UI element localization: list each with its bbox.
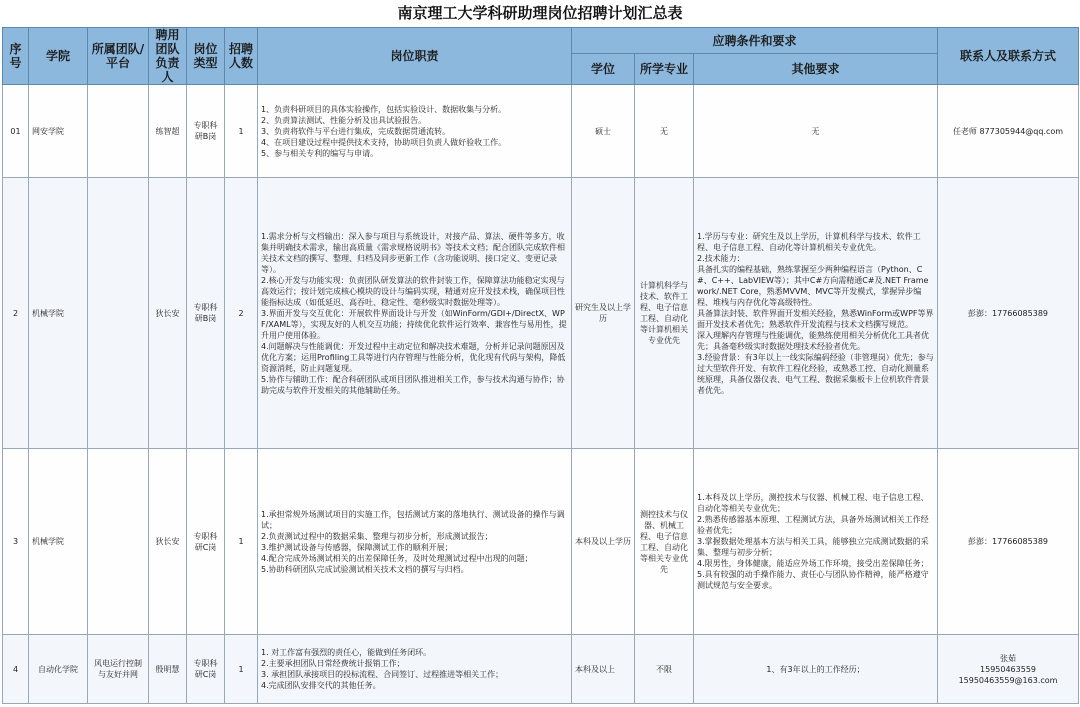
row-contact [938, 178, 1079, 449]
header-other: 其他要求 [694, 54, 938, 85]
duty-line: 1、负责科研项目的具体实验操作，包括实验设计、数据收集与分析。 [261, 104, 507, 114]
duty-line: 1.需求分析与文档输出：深入参与项目与系统设计，对接产品、算法、硬件等多方，收集并明确技术需求，输出高质量《需求规格说明书》等技术文档；配合团队完成软件相关技术文档的撰写、整理、归档及同步更新工作（含功能说明、接口定义、变更记录等）。 [261, 231, 565, 274]
row-index: 3 [3, 449, 29, 635]
row-count: 1 [225, 449, 258, 635]
row-post-type: 专职科研B岗 [187, 178, 225, 449]
table-row [3, 635, 1079, 704]
row-other [694, 635, 938, 704]
row-other [694, 85, 938, 178]
duty-line: 2、负责算法测试、性能分析及出具试验报告。 [261, 115, 427, 125]
duty-line: 3. 承担团队承接项目的投标流程、合同签订、过程推进等相关工作； [261, 670, 504, 679]
header-post-type: 岗位类型 [187, 28, 225, 85]
requirement-line: 1.学历与专业：研究生及以上学历，计算机科学与技术、软件工程、电子信息工程、自动化等计算机相关专业优先。 [697, 231, 921, 252]
row-degree: 研究生及以上学历 [572, 178, 635, 449]
row-college: 自动化学院 [29, 635, 88, 704]
requirement-line: 1.本科及以上学历，测控技术与仪器、机械工程、电子信息工程、自动化等相关专业优先； [697, 493, 929, 513]
duty-line: 4.完成团队安排交代的其他任务。 [261, 681, 381, 690]
row-degree: 硕士 [572, 85, 635, 178]
duty-line: 1. 对工作富有强烈的责任心，能做到任务闭环。 [261, 648, 432, 657]
requirement-line: 5.具有较强的动手操作能力、责任心与团队协作精神，能严格遵守测试规范与安全要求。 [697, 570, 929, 590]
requirement-line: 无 [811, 126, 820, 136]
row-duties [258, 635, 572, 704]
requirement-line: 3.经验背景：有3年以上一线实际编码经验（非管理岗）优先；参与过大型软件开发、有软件工程化经验，或熟悉工控、自动化测量系统原理，具备仪器仪表、电气工程、数据采集板卡上位机软件背景者优先。 [697, 352, 934, 395]
duty-line: 2.核心开发与功能实现：负责团队研发算法的软件封装工作，保障算法功能稳定实现与高效运行；按计划完成核心模块的设计与编码实现，精通对应开发技术栈，确保项目性能指标达成（如低延迟、高吞吐、稳定性、毫秒级实时数据处理等）。 [261, 275, 565, 307]
duty-line: 4.问题解决与性能调优：开发过程中主动定位和解决技术难题，分析并记录问题原因及优化方案；运用Profiling工具等进行内存管理与性能分析，优化现有代码与架构，降低资源消耗，防止问题复现。 [261, 341, 566, 373]
contact-line: 15950463559 [980, 664, 1037, 674]
row-college: 机械学院 [29, 449, 88, 635]
header-degree: 学位 [572, 54, 635, 85]
duty-line: 1.承担常规外场测试项目的实施工作，包括测试方案的落地执行、测试设备的操作与调试； [261, 509, 565, 530]
table-row [3, 85, 1079, 178]
header-leader: 聘用团队负责人 [149, 28, 187, 85]
row-other [694, 178, 938, 449]
header-count: 招聘人数 [225, 28, 258, 85]
duty-line: 4、在项目建设过程中提供技术支持，协助项目负责人做好验收工作。 [261, 137, 507, 147]
duty-line: 4.配合完成外场测试相关的出差保障任务，及时处理测试过程中出现的问题； [261, 553, 533, 563]
row-post-type: 专职科研C岗 [187, 449, 225, 635]
duty-line: 2.主要承担团队日常经费统计报销工作； [261, 659, 405, 668]
duty-line: 2.负责测试过程中的数据采集、整理与初步分析，形成测试报告； [261, 531, 493, 541]
header-team: 所属团队/平台 [88, 28, 149, 85]
contact-line: 任老师 877305944@qq.com [952, 126, 1064, 136]
row-team [88, 85, 149, 178]
requirement-line: 3.掌握数据处理基本方法与相关工具，能够独立完成测试数据的采集、整理与初步分析； [697, 537, 929, 557]
requirement-line: 2.技术能力： [697, 253, 745, 263]
table-row [3, 178, 1079, 449]
row-duties [258, 178, 572, 449]
row-count: 1 [225, 635, 258, 704]
duty-line: 3、负责将软件与平台进行集成，完成数据贯通流转。 [261, 126, 451, 136]
row-index: 01 [3, 85, 29, 178]
row-duties [258, 85, 572, 178]
row-major: 无 [635, 85, 694, 178]
contact-line: 彭澎：17766085389 [968, 537, 1049, 546]
row-team: 风电运行控制与友好并网 [88, 635, 149, 704]
row-post-type: 专职科研C岗 [187, 635, 225, 704]
header-requirements-group: 应聘条件和要求 [572, 28, 938, 54]
header-contact: 联系人及联系方式 [938, 28, 1079, 85]
row-contact [938, 85, 1079, 178]
contact-line: 15950463559@163.com [958, 675, 1058, 685]
row-leader: 狄长安 [149, 178, 187, 449]
row-leader: 狄长安 [149, 449, 187, 635]
row-count: 1 [225, 85, 258, 178]
duty-line: 5.协助科研团队完成试验测试相关技术文档的撰写与归档。 [261, 564, 469, 574]
contact-line: 彭澎：17766085389 [968, 308, 1049, 318]
duty-line: 3.界面开发与交互优化：开展软件界面设计与开发（如WinForm/GDI+/DirectX、WPF/XAML等），实现友好的人机交互功能；持续优化软件运行效率、兼容性与易用性，提升用户使用体验。 [261, 308, 567, 340]
row-duties [258, 449, 572, 635]
header-index: 序号 [3, 28, 29, 85]
row-team [88, 449, 149, 635]
duty-line: 5.协作与辅助工作：配合科研团队或项目团队推进相关工作，参与技术沟通与协作；协助完成与软件开发相关的其他辅助任务。 [261, 374, 565, 395]
table-row [3, 449, 1079, 635]
row-college: 网安学院 [29, 85, 88, 178]
requirement-line: 1、有3年以上的工作经历； [766, 664, 865, 674]
row-college: 机械学院 [29, 178, 88, 449]
requirement-line: 深入理解内存管理与性能调优，能熟练使用相关分析优化工具者优先；具备毫秒级实时数据处理技术经验者优先。 [697, 330, 929, 351]
duty-line: 5、参与相关专利的编写与申请。 [261, 148, 379, 158]
header-duties: 岗位职责 [258, 28, 572, 85]
requirement-line: 2.熟悉传感器基本原理、工程测试方法，具备外场测试相关工作经验者优先； [697, 515, 929, 535]
row-contact [938, 635, 1079, 704]
duty-line: 3.维护测试设备与传感器，保障测试工作的顺利开展； [261, 542, 453, 552]
header-major: 所学专业 [635, 54, 694, 85]
row-degree: 本科及以上 [572, 635, 635, 704]
row-index: 2 [3, 178, 29, 449]
header-college: 学院 [29, 28, 88, 85]
requirement-line: 具备算法封装、软件界面开发相关经验，熟悉WinForm或WPF等界面开发技术者优先；熟悉软件开发流程与技术文档撰写规范。 [697, 308, 934, 329]
row-major: 计算机科学与技术、软件工程、电子信息工程、自动化等计算机相关专业优先 [635, 178, 694, 449]
recruitment-table [2, 27, 1079, 704]
requirement-line: 4.限男性，身体健康，能适应外场工作环境，接受出差保障任务； [697, 559, 929, 568]
page-title: 南京理工大学科研助理岗位招聘计划汇总表 [397, 4, 683, 22]
row-index: 4 [3, 635, 29, 704]
row-leader: 练智超 [149, 85, 187, 178]
row-major: 测控技术与仪器、机械工程、电子信息工程、自动化等相关专业优先 [635, 449, 694, 635]
row-degree: 本科及以上学历 [572, 449, 635, 635]
row-count: 2 [225, 178, 258, 449]
row-team [88, 178, 149, 449]
row-contact [938, 449, 1079, 635]
requirement-line: 具备扎实的编程基础，熟练掌握至少两种编程语言（Python、C#、C++、LabVIEW等）；其中C#方向需精通C#及.NET Framework/.NET Core，熟悉MVVM、MVC等开发模式，掌握异步编程、堆栈与内存优化等高级特性。 [697, 264, 929, 307]
contact-line: 张茹 [1000, 653, 1017, 663]
row-leader: 殷明慧 [149, 635, 187, 704]
row-other [694, 449, 938, 635]
row-post-type: 专职科研B岗 [187, 85, 225, 178]
row-major: 不限 [635, 635, 694, 704]
